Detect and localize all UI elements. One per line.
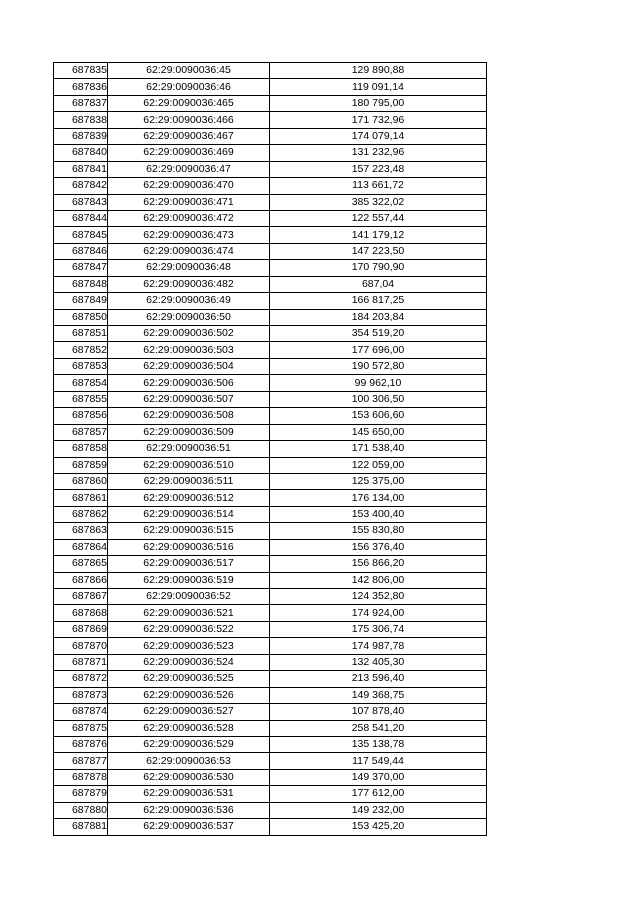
value-cell: 149 232,00: [270, 802, 487, 818]
cadastral-number-cell: 62:29:0090036:471: [108, 194, 270, 210]
row-number-cell: 687857: [54, 424, 108, 440]
value-cell: 174 079,14: [270, 128, 487, 144]
value-cell: 180 795,00: [270, 95, 487, 111]
value-cell: 184 203,84: [270, 309, 487, 325]
cadastral-number-cell: 62:29:0090036:536: [108, 802, 270, 818]
cadastral-number-cell: 62:29:0090036:523: [108, 638, 270, 654]
table-row: [54, 736, 487, 752]
cadastral-number-cell: 62:29:0090036:511: [108, 473, 270, 489]
cadastral-number-cell: 62:29:0090036:507: [108, 391, 270, 407]
table-row: [54, 769, 487, 785]
table-row: [54, 342, 487, 358]
row-number-cell: 687859: [54, 457, 108, 473]
row-number-cell: 687852: [54, 342, 108, 358]
table-row: [54, 490, 487, 506]
cadastral-number-cell: 62:29:0090036:519: [108, 572, 270, 588]
row-number-cell: 687878: [54, 769, 108, 785]
value-cell: 135 138,78: [270, 736, 487, 752]
cadastral-number-cell: 62:29:0090036:465: [108, 95, 270, 111]
value-cell: 175 306,74: [270, 621, 487, 637]
value-cell: 99 962,10: [270, 375, 487, 391]
table-row: [54, 589, 487, 605]
value-cell: 131 232,96: [270, 145, 487, 161]
table-row: [54, 260, 487, 276]
row-number-cell: 687881: [54, 819, 108, 835]
cadastral-number-cell: 62:29:0090036:466: [108, 112, 270, 128]
cadastral-number-cell: 62:29:0090036:51: [108, 441, 270, 457]
row-number-cell: 687870: [54, 638, 108, 654]
cadastral-number-cell: 62:29:0090036:524: [108, 654, 270, 670]
row-number-cell: 687836: [54, 79, 108, 95]
row-number-cell: 687867: [54, 589, 108, 605]
table-row: [54, 112, 487, 128]
cadastral-number-cell: 62:29:0090036:509: [108, 424, 270, 440]
table-row: [54, 358, 487, 374]
cadastral-number-cell: 62:29:0090036:516: [108, 539, 270, 555]
table-row: [54, 819, 487, 835]
cadastral-number-cell: 62:29:0090036:473: [108, 227, 270, 243]
value-cell: 125 375,00: [270, 473, 487, 489]
cadastral-number-cell: 62:29:0090036:52: [108, 589, 270, 605]
table-row: [54, 424, 487, 440]
row-number-cell: 687843: [54, 194, 108, 210]
cadastral-number-cell: 62:29:0090036:530: [108, 769, 270, 785]
value-cell: 157 223,48: [270, 161, 487, 177]
table-row: [54, 704, 487, 720]
value-cell: 129 890,88: [270, 63, 487, 79]
row-number-cell: 687855: [54, 391, 108, 407]
table-row: [54, 720, 487, 736]
row-number-cell: 687835: [54, 63, 108, 79]
value-cell: 145 650,00: [270, 424, 487, 440]
row-number-cell: 687845: [54, 227, 108, 243]
value-cell: 176 134,00: [270, 490, 487, 506]
row-number-cell: 687861: [54, 490, 108, 506]
table-row: [54, 326, 487, 342]
value-cell: 155 830,80: [270, 523, 487, 539]
table-row: [54, 145, 487, 161]
cadastral-number-cell: 62:29:0090036:521: [108, 605, 270, 621]
cadastral-number-cell: 62:29:0090036:482: [108, 276, 270, 292]
table-row: [54, 638, 487, 654]
table-row: [54, 523, 487, 539]
table-row: [54, 95, 487, 111]
table-row: [54, 753, 487, 769]
value-cell: 117 549,44: [270, 753, 487, 769]
table-row: [54, 276, 487, 292]
table-row: [54, 572, 487, 588]
value-cell: 113 661,72: [270, 178, 487, 194]
table-row: [54, 375, 487, 391]
cadastral-number-cell: 62:29:0090036:537: [108, 819, 270, 835]
table-row: [54, 391, 487, 407]
row-number-cell: 687860: [54, 473, 108, 489]
row-number-cell: 687858: [54, 441, 108, 457]
value-cell: 153 400,40: [270, 506, 487, 522]
value-cell: 122 557,44: [270, 210, 487, 226]
value-cell: 354 519,20: [270, 326, 487, 342]
value-cell: 177 696,00: [270, 342, 487, 358]
table-row: [54, 605, 487, 621]
table-row: [54, 441, 487, 457]
row-number-cell: 687840: [54, 145, 108, 161]
row-number-cell: 687841: [54, 161, 108, 177]
value-cell: 141 179,12: [270, 227, 487, 243]
cadastral-number-cell: 62:29:0090036:45: [108, 63, 270, 79]
row-number-cell: 687876: [54, 736, 108, 752]
table-body: [54, 63, 487, 836]
row-number-cell: 687837: [54, 95, 108, 111]
row-number-cell: 687865: [54, 556, 108, 572]
row-number-cell: 687877: [54, 753, 108, 769]
row-number-cell: 687862: [54, 506, 108, 522]
cadastral-number-cell: 62:29:0090036:522: [108, 621, 270, 637]
row-number-cell: 687873: [54, 687, 108, 703]
row-number-cell: 687868: [54, 605, 108, 621]
cadastral-number-cell: 62:29:0090036:526: [108, 687, 270, 703]
value-cell: 147 223,50: [270, 243, 487, 259]
cadastral-number-cell: 62:29:0090036:470: [108, 178, 270, 194]
table-row: [54, 506, 487, 522]
table-row: [54, 161, 487, 177]
table-row: [54, 556, 487, 572]
value-cell: 153 606,60: [270, 408, 487, 424]
cadastral-number-cell: 62:29:0090036:508: [108, 408, 270, 424]
row-number-cell: 687853: [54, 358, 108, 374]
table-row: [54, 802, 487, 818]
cadastral-number-cell: 62:29:0090036:49: [108, 293, 270, 309]
data-table: [53, 62, 487, 836]
row-number-cell: 687872: [54, 671, 108, 687]
cadastral-number-cell: 62:29:0090036:504: [108, 358, 270, 374]
row-number-cell: 687879: [54, 786, 108, 802]
value-cell: 171 538,40: [270, 441, 487, 457]
value-cell: 177 612,00: [270, 786, 487, 802]
row-number-cell: 687839: [54, 128, 108, 144]
cadastral-number-cell: 62:29:0090036:510: [108, 457, 270, 473]
row-number-cell: 687869: [54, 621, 108, 637]
row-number-cell: 687880: [54, 802, 108, 818]
cadastral-number-cell: 62:29:0090036:53: [108, 753, 270, 769]
cadastral-number-cell: 62:29:0090036:469: [108, 145, 270, 161]
row-number-cell: 687848: [54, 276, 108, 292]
table-row: [54, 687, 487, 703]
row-number-cell: 687842: [54, 178, 108, 194]
table-row: [54, 621, 487, 637]
cadastral-number-cell: 62:29:0090036:474: [108, 243, 270, 259]
table-row: [54, 63, 487, 79]
value-cell: 687,04: [270, 276, 487, 292]
cadastral-number-cell: 62:29:0090036:503: [108, 342, 270, 358]
row-number-cell: 687863: [54, 523, 108, 539]
table-row: [54, 227, 487, 243]
value-cell: 100 306,50: [270, 391, 487, 407]
value-cell: 190 572,80: [270, 358, 487, 374]
cadastral-number-cell: 62:29:0090036:517: [108, 556, 270, 572]
cadastral-number-cell: 62:29:0090036:515: [108, 523, 270, 539]
value-cell: 174 924,00: [270, 605, 487, 621]
table-row: [54, 309, 487, 325]
value-cell: 132 405,30: [270, 654, 487, 670]
value-cell: 156 376,40: [270, 539, 487, 555]
value-cell: 149 368,75: [270, 687, 487, 703]
cadastral-number-cell: 62:29:0090036:525: [108, 671, 270, 687]
table-row: [54, 293, 487, 309]
table-row: [54, 539, 487, 555]
cadastral-number-cell: 62:29:0090036:467: [108, 128, 270, 144]
table-row: [54, 473, 487, 489]
table-row: [54, 671, 487, 687]
cadastral-number-cell: 62:29:0090036:48: [108, 260, 270, 276]
cadastral-number-cell: 62:29:0090036:531: [108, 786, 270, 802]
table-row: [54, 128, 487, 144]
cadastral-number-cell: 62:29:0090036:527: [108, 704, 270, 720]
row-number-cell: 687866: [54, 572, 108, 588]
value-cell: 153 425,20: [270, 819, 487, 835]
cadastral-number-cell: 62:29:0090036:506: [108, 375, 270, 391]
row-number-cell: 687850: [54, 309, 108, 325]
cadastral-number-cell: 62:29:0090036:528: [108, 720, 270, 736]
table-row: [54, 457, 487, 473]
value-cell: 170 790,90: [270, 260, 487, 276]
value-cell: 174 987,78: [270, 638, 487, 654]
table-row: [54, 210, 487, 226]
row-number-cell: 687871: [54, 654, 108, 670]
value-cell: 213 596,40: [270, 671, 487, 687]
table-row: [54, 408, 487, 424]
value-cell: 156 866,20: [270, 556, 487, 572]
row-number-cell: 687864: [54, 539, 108, 555]
row-number-cell: 687874: [54, 704, 108, 720]
cadastral-number-cell: 62:29:0090036:529: [108, 736, 270, 752]
cadastral-number-cell: 62:29:0090036:514: [108, 506, 270, 522]
row-number-cell: 687854: [54, 375, 108, 391]
value-cell: 107 878,40: [270, 704, 487, 720]
table-row: [54, 178, 487, 194]
value-cell: 166 817,25: [270, 293, 487, 309]
cadastral-number-cell: 62:29:0090036:502: [108, 326, 270, 342]
row-number-cell: 687875: [54, 720, 108, 736]
table-row: [54, 79, 487, 95]
row-number-cell: 687846: [54, 243, 108, 259]
value-cell: 258 541,20: [270, 720, 487, 736]
value-cell: 385 322,02: [270, 194, 487, 210]
row-number-cell: 687844: [54, 210, 108, 226]
table-row: [54, 194, 487, 210]
value-cell: 119 091,14: [270, 79, 487, 95]
value-cell: 171 732,96: [270, 112, 487, 128]
table-row: [54, 786, 487, 802]
value-cell: 124 352,80: [270, 589, 487, 605]
cadastral-number-cell: 62:29:0090036:46: [108, 79, 270, 95]
row-number-cell: 687851: [54, 326, 108, 342]
cadastral-number-cell: 62:29:0090036:47: [108, 161, 270, 177]
row-number-cell: 687856: [54, 408, 108, 424]
value-cell: 122 059,00: [270, 457, 487, 473]
row-number-cell: 687838: [54, 112, 108, 128]
cadastral-number-cell: 62:29:0090036:512: [108, 490, 270, 506]
table-row: [54, 654, 487, 670]
row-number-cell: 687849: [54, 293, 108, 309]
row-number-cell: 687847: [54, 260, 108, 276]
value-cell: 149 370,00: [270, 769, 487, 785]
value-cell: 142 806,00: [270, 572, 487, 588]
cadastral-number-cell: 62:29:0090036:472: [108, 210, 270, 226]
table-row: [54, 243, 487, 259]
cadastral-number-cell: 62:29:0090036:50: [108, 309, 270, 325]
